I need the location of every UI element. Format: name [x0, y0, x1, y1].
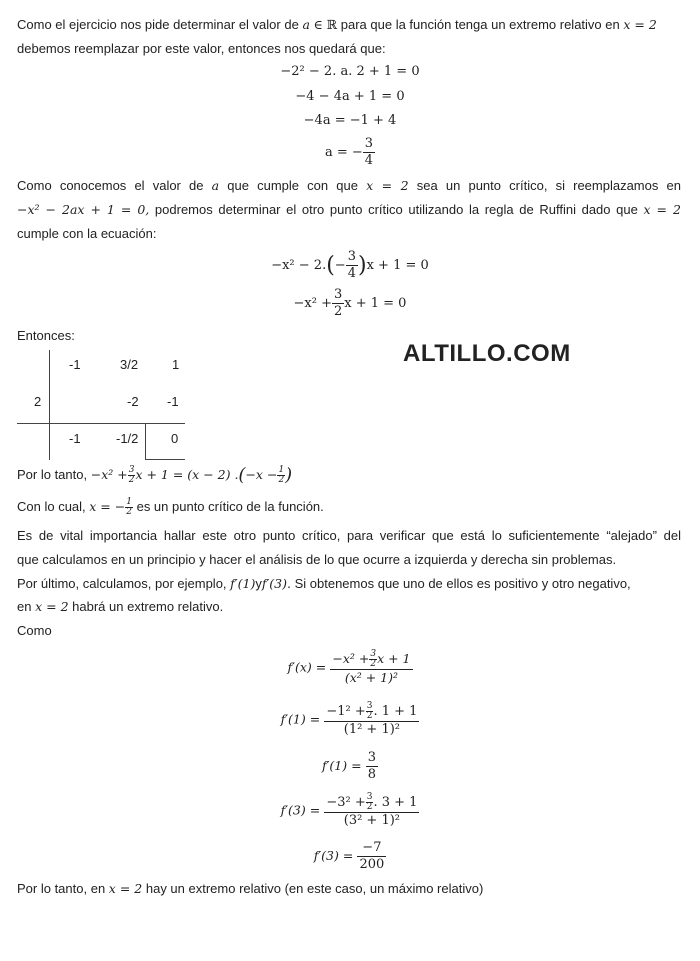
- paragraph-second-line3: cumple con la ecuación:: [17, 226, 157, 241]
- ruffini-vertical-line: [49, 350, 50, 460]
- ruffini-result-2: -1/2: [116, 431, 139, 446]
- entonces-label: Entonces:: [17, 328, 75, 343]
- derivative-f1-result: f′(1) = $\frac{3}{8}$: [321, 750, 377, 782]
- conclusion-line: Por lo tanto, en x = 2 hay un extremo relativo (en este caso, un máximo relativo): [17, 881, 484, 896]
- critical-point-line: Con lo cual, x = − $\frac{1}{2}$ es un punto crítico de la función.: [17, 497, 324, 517]
- paragraph-second-line2: −x² − 2ax + 1 = 0, podremos determinar el otro punto crítico utilizando la regla de Ruffini dado que x = 2: [17, 202, 681, 217]
- derivative-f1: f′(1) = −1² + $\frac{3}{2}$ . 1 + 1 (1² + 1)²: [280, 701, 418, 737]
- equation-4: a = − $\frac{3}{4}$: [324, 136, 374, 168]
- watermark-logo: ALTILLO.COM: [403, 340, 571, 367]
- ruffini-divisor: 2: [34, 394, 42, 409]
- paragraph-intro-line2: debemos reemplazar por este valor, entonces nos quedará que:: [17, 41, 386, 56]
- paragraph-intro: Como el ejercicio nos pide determinar el valor de a ∈ ℝ para que la función tenga un extremo relativo en x = 2: [17, 17, 657, 32]
- equation-6: −x² + $\frac{3}{2}$ x + 1 = 0: [293, 287, 407, 319]
- equation-1: −2² − 2. a. 2 + 1 = 0: [280, 64, 420, 79]
- como-label: Como: [17, 623, 52, 638]
- paragraph-last-line1: Por último, calculamos, por ejemplo, f′(1)yf′(3). Si obtenemos que uno de ellos es positivo y otro negativo,: [17, 576, 631, 591]
- paragraph-importance-line1: Es de vital importancia hallar este otro punto crítico, para verificar que está lo suficientemente “alejado” del: [17, 528, 681, 543]
- paragraph-second-line1: Como conocemos el valor de a que cumple con que x = 2 sea un punto crítico, si reemplazamos en: [17, 178, 681, 193]
- ruffini-remainder: 0: [171, 431, 179, 446]
- ruffini-result-1: -1: [69, 431, 81, 446]
- var-a: a: [302, 17, 310, 32]
- equation-5: −x² − 2.(− $\frac{3}{4}$ )x + 1 = 0: [271, 249, 429, 281]
- derivative-f3: f′(3) = −3² + $\frac{3}{2}$ . 3 + 1 (3² + 1)²: [280, 792, 418, 828]
- ruffini-mid-2: -1: [167, 394, 179, 409]
- ruffini-remainder-hline: [145, 459, 185, 460]
- ruffini-coef-2: 3/2: [120, 357, 139, 372]
- fraction: $\frac{3}{4}$: [364, 136, 374, 168]
- ruffini-mid-1: -2: [127, 394, 139, 409]
- ruffini-horizontal-line: [17, 423, 185, 424]
- paragraph-importance-line2: que calculamos en un principio y hacer el análisis de lo que ocurre a izquierda y derecha sin problemas.: [17, 552, 617, 567]
- ruffini-coef-1: -1: [69, 357, 81, 372]
- derivative-f3-result: f′(3) = $\frac{-7}{200}$: [313, 840, 385, 872]
- factorization-line: Por lo tanto, −x² + $\frac{3}{2}$ x + 1 = (x − 2) .(−x − $\frac{1}{2}$ ): [17, 464, 293, 486]
- ruffini-remainder-vline: [145, 423, 146, 460]
- paragraph-last-line2: en x = 2 habrá un extremo relativo.: [17, 599, 224, 614]
- ruffini-coef-3: 1: [172, 357, 180, 372]
- equation-2: −4 − 4a + 1 = 0: [295, 89, 405, 104]
- equation-3: −4a = −1 + 4: [303, 113, 397, 128]
- derivative-fx: f′(x) = −x² + $\frac{3}{2}$ x + 1 (x² + 1)²: [287, 649, 411, 685]
